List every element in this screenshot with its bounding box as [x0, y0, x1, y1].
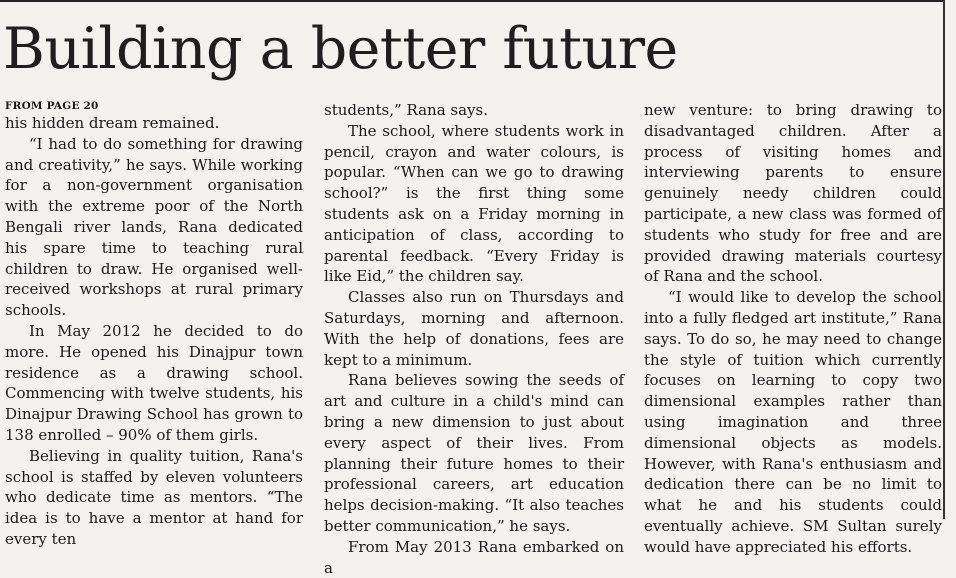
- paragraph: “I would like to develop the school into a fully fledged art institute,” Rana says. To do so, he may need to change the style of tuition which currently focuses on learning to copy two dimensional examples rather than using imagination and three dimensional objects as models. However, with Rana's enthusiasm and dedication there can be no limit to what he and his students could eventually achieve. SM Sultan surely would have appreciated his efforts.: [644, 288, 942, 556]
- jump-line: FROM PAGE 20: [5, 100, 99, 112]
- paragraph: From May 2013 Rana embarked on a: [324, 537, 624, 577]
- paragraph: In May 2012 he decided to do more. He opened his Dinajpur town residence as a drawing school. Commencing with twelve students, his Dinajpur Drawing School has grown to 138 enrolled – 90% of them girls.: [5, 321, 303, 444]
- paragraph: Classes also run on Thursdays and Saturdays, morning and afternoon. With the help of donations, fees are kept to a minimum.: [324, 288, 624, 369]
- paragraph: Believing in quality tuition, Rana's school is staffed by eleven volunteers who dedicate time as mentors. “The idea is to have a mentor at hand for every ten: [5, 446, 303, 548]
- paragraph: his hidden dream remained.: [5, 114, 220, 132]
- article-column-1: [5, 99, 303, 550]
- top-rule: [0, 0, 944, 2]
- paragraph: “I had to do something for drawing and creativity,” he says. While working for a non-government organisation with the extreme poor of the North Bengali river lands, Rana dedicated his spare time to teaching rural children to draw. He organised well-received workshops at rural primary schools.: [5, 134, 303, 320]
- paragraph: The school, where students work in pencil, crayon and water colours, is popular. “When can we go to drawing school?” is the first thing some students ask on a Friday morning in anticipation of class, according to parental feedback. “Every Friday is like Eid,” the children say.: [324, 121, 624, 286]
- paragraph: new venture: to bring drawing to disadvantaged children. After a process of visiting homes and interviewing parents to ensure genuinely needy children could participate, a new class was formed of students who study for free and are provided drawing materials courtesy of Rana and the school.: [644, 101, 942, 286]
- paragraph: students,” Rana says.: [324, 101, 488, 119]
- column-rule: [943, 0, 945, 519]
- paragraph: Rana believes sowing the seeds of art and culture in a child's mind can bring a new dimension to just about every aspect of their lives. From planning their future homes to their professional careers, art education helps decision-making. “It also teaches better communication,” he says.: [324, 371, 624, 535]
- headline: Building a better future: [3, 16, 678, 82]
- article-column-2: [324, 100, 624, 578]
- article-column-3: [644, 100, 942, 558]
